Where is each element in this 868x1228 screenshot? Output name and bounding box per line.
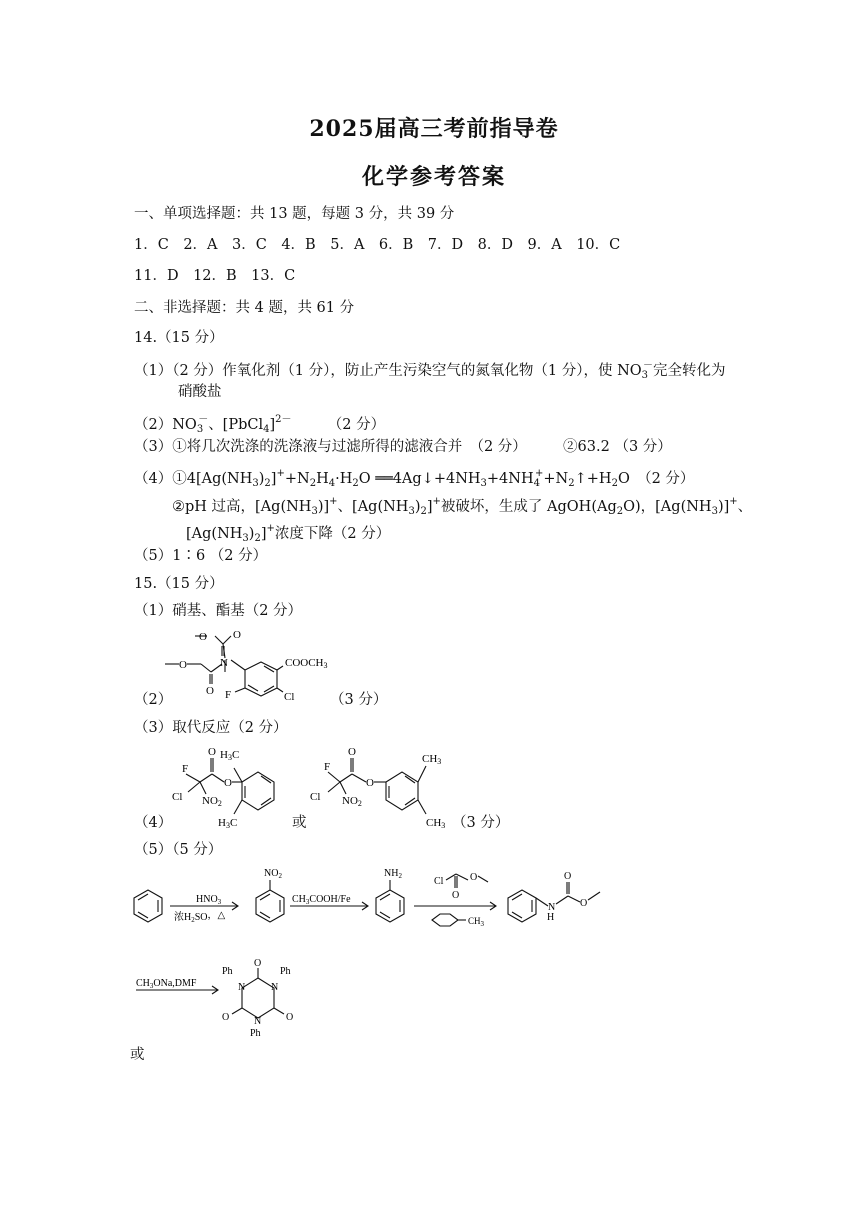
atom-f: F [225, 689, 232, 701]
group-ph: Ph [280, 966, 291, 977]
q14-part1-text-a: （1）（2 分）作氧化剂（1 分），防止产生污染空气的氮氧化物（1 分），使 NO [134, 363, 642, 379]
q15-title: 15.（15 分） [134, 576, 224, 592]
atom-o: O [222, 1012, 230, 1023]
q14-part4-2 [172, 492, 752, 522]
subscript: 2 [611, 478, 618, 489]
atom-o: O [208, 746, 216, 758]
superscript: + [729, 496, 738, 507]
subscript: 2 [264, 478, 271, 489]
text: H [316, 471, 329, 487]
subscript: 2 [568, 478, 575, 489]
text: [Ag(NH [186, 526, 243, 542]
q15-part4-score: （3 分） [452, 815, 510, 831]
text: +N [543, 471, 569, 487]
text: ↑+H [574, 471, 612, 487]
group-no2: NO2 [202, 795, 222, 808]
text: ·H [335, 471, 353, 487]
q14-part1-text-b: 完全转化为 [653, 363, 726, 379]
group-ch3: CH3 [426, 817, 446, 830]
text: ) [258, 471, 265, 487]
atom-n: N [271, 982, 279, 993]
superscript: 2－ [275, 414, 292, 425]
text: ] [270, 471, 277, 487]
q15-part2-label: （2） [134, 692, 173, 708]
atom-o: O [254, 958, 262, 969]
reagent-ch3cooh-fe: $CH_3COOH/Fe$ [292, 894, 351, 906]
atom-o: O [470, 872, 478, 883]
text: ] [269, 417, 276, 433]
q14-part3: （3）①将几次洗涤的洗涤液与过滤所得的滤液合并 （2 分） ②63.2 （3 分） [134, 439, 672, 455]
group-h3c: H3C [220, 749, 240, 762]
synthesis-route [128, 862, 628, 942]
atom-o: O [206, 685, 214, 697]
subscript: 3 [480, 478, 487, 489]
section1-heading: 一、单项选择题：共 13 题，每题 3 分，共 39 分 [134, 206, 455, 222]
subscript: 3 [641, 370, 649, 381]
text: O)，[Ag(NH [623, 499, 712, 515]
subscript: 2 [309, 478, 317, 489]
atom-o: O [348, 746, 356, 758]
superscript: + [329, 496, 338, 507]
answers-row-1: 1．C 2．A 3．C 4．B 5．A 6．B 7．D 8．D 9．A 10．C [134, 237, 621, 253]
atom-cl: Cl [172, 791, 183, 803]
q15-part4-label: （4） [134, 815, 173, 831]
reagent-conc-h2so4: 浓$H_2SO$，△ [174, 910, 226, 924]
q15-part4-or: 或 [292, 815, 307, 831]
superscript: － [643, 360, 654, 371]
q15-part4-structure-b [310, 742, 460, 828]
text: ] [260, 526, 267, 542]
atom-o: O [286, 1012, 294, 1023]
superscript: － [198, 414, 209, 425]
q15-part3: （3）取代反应（2 分） [134, 720, 288, 736]
subscript: 3 [311, 506, 318, 517]
text: +4NH [486, 471, 534, 487]
subscript: 3 [252, 478, 259, 489]
subscript: 3 [711, 506, 718, 517]
text: O （2 分） [617, 471, 695, 487]
atom-o: O [224, 777, 232, 789]
atom-o: O [179, 659, 187, 671]
text: 、 [737, 499, 753, 515]
superscript: + [535, 468, 544, 479]
text: ] [426, 499, 433, 515]
subscript: 4 [263, 424, 270, 435]
text: ②pH 过高，[Ag(NH [172, 499, 312, 515]
reagent-hno3: $HNO_3$ [196, 894, 222, 906]
reagent-ch3ona-dmf: $CH_3ONa,DMF$ [136, 978, 197, 990]
atom-o: O [199, 631, 207, 643]
group-ph: Ph [250, 1028, 261, 1039]
text: ) [414, 499, 421, 515]
text: +N [284, 471, 310, 487]
subscript: 2 [420, 506, 427, 517]
text: （2）NO [134, 417, 197, 433]
synthesis-route-step2 [134, 960, 334, 1038]
atom-o: O [366, 777, 374, 789]
or-alternative: 或 [130, 1047, 145, 1063]
subscript: 4 [328, 478, 336, 489]
q15-part2-structure [165, 628, 335, 710]
atom-f: F [324, 761, 331, 773]
group-ch3: CH3 [422, 753, 442, 766]
group-cooch3: COOCH3 [285, 657, 328, 670]
superscript: + [432, 496, 441, 507]
q14-part5: （5）1∶6 （2 分） [134, 548, 268, 564]
subscript: 3 [242, 533, 249, 544]
q14-part4-3 [186, 519, 390, 549]
atom-o: O [452, 890, 460, 901]
subscript: 3 [196, 424, 204, 435]
subscript: 2 [616, 506, 624, 517]
q15-part4-structure-a [172, 742, 302, 828]
group-nh2: $NH_2$ [384, 868, 402, 880]
text: )] [717, 499, 730, 515]
atom-cl: Cl [310, 791, 321, 803]
page-subtitle: 化学参考答案 [361, 164, 506, 190]
text: （2 分） [291, 417, 386, 433]
group-ph: Ph [222, 966, 233, 977]
subscript: 3 [408, 506, 415, 517]
superscript: + [266, 523, 275, 534]
text: 、[PbCl [208, 417, 264, 433]
group-no2: $NO_2$ [264, 868, 282, 880]
atom-n: N [238, 982, 246, 993]
atom-cl: Cl [434, 876, 444, 887]
q14-part2 [134, 410, 385, 440]
subscript: 2 [352, 478, 359, 489]
text: ) [248, 526, 255, 542]
atom-f: F [182, 763, 189, 775]
text: （4）①4[Ag(NH [134, 471, 253, 487]
q15-part1: （1）硝基、酯基（2 分） [134, 603, 303, 619]
answers-row-2: 11．D 12．B 13．C [134, 268, 296, 284]
text: O ══4Ag↓+4NH [358, 471, 481, 487]
subscript: 2 [254, 533, 261, 544]
atom-o: O [233, 629, 241, 641]
q14-title: 14.（15 分） [134, 330, 224, 346]
atom-n: N [548, 902, 556, 913]
text: 被破坏，生成了 AgOH(Ag [440, 499, 617, 515]
group-no2: NO2 [342, 795, 362, 808]
superscript: + [276, 468, 285, 479]
section2-heading: 二、非选择题：共 4 题，共 61 分 [134, 300, 355, 316]
atom-cl: Cl [284, 691, 295, 703]
q14-part4 [134, 464, 694, 494]
page-title: 2025届高三考前指导卷 [309, 116, 559, 142]
atom-o: O [580, 898, 588, 909]
group-ch3: $CH_3$ [468, 916, 485, 928]
atom-n: N [254, 1016, 262, 1027]
q14-part1-cont: 硝酸盐 [178, 384, 222, 400]
text: )] [317, 499, 330, 515]
atom-o: O [564, 871, 572, 882]
atom-n: N [220, 657, 228, 669]
q14-part1 [134, 356, 726, 386]
text: 浓度下降（2 分） [274, 526, 391, 542]
subscript: 4 [533, 478, 540, 489]
atom-h: H [547, 912, 555, 923]
q15-part5: （5）（5 分） [134, 842, 223, 858]
q15-part2-score: （3 分） [330, 692, 388, 708]
text: 、[Ag(NH [337, 499, 409, 515]
group-h3c: H3C [218, 817, 238, 830]
